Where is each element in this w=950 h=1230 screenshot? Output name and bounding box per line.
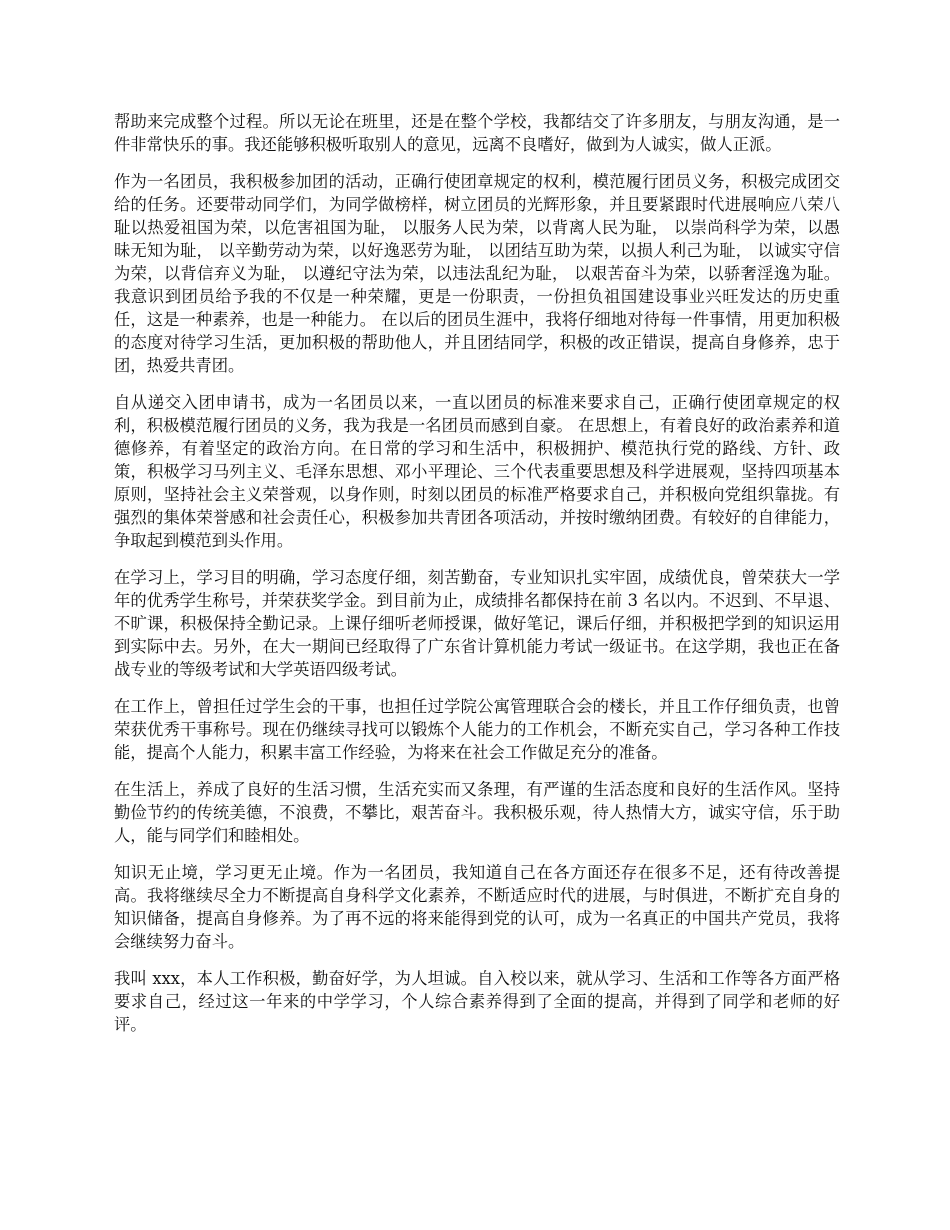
paragraph-8: 我叫 xxx，本人工作积极，勤奋好学，为人坦诚。自入校以来，就从学习、生活和工作等各方面严格要求自己，经过这一年来的中学学习，个人综合素养得到了全面的提高，并得到了同学和老师的好评。 [114,969,840,1034]
paragraph-1: 帮助来完成整个过程。所以无论在班里，还是在整个学校，我都结交了许多朋友，与朋友沟通，是一件非常快乐的事。我还能够积极听取别人的意见，远离不良嗜好，做到为人诚实，做人正派。 [114,112,840,154]
paragraph-4: 在学习上，学习目的明确，学习态度仔细，刻苦勤奋，专业知识扎实牢固，成绩优良，曾荣获大一学年的优秀学生称号，并荣获奖学金。到目前为止，成绩排名都保持在前 3 名以内。不迟到、不早退、不旷课，积极保持全勤记录。上课仔细听老师授课，做好笔记，课后仔细，并积极把学到的知识运用到实际中去。另外，在大一期间已经取得了广东省计算机能力考试一级证书。在这学期，我也正在备战专业的等级考试和大学英语四级考试。 [114,568,840,679]
paragraph-3: 自从递交入团申请书，成为一名团员以来，一直以团员的标准来要求自己，正确行使团章规定的权利，积极模范履行团员的义务，我为我是一名团员而感到自豪。 在思想上，有着良好的政治素养和道德修养，有着坚定的政治方向。在日常的学习和生活中，积极拥护、模范执行党的路线、方针、政策，积极学习马列主义、毛泽东思想、邓小平理论、三个代表重要思想及科学进展观，坚持四项基本原则，坚持社会主义荣誉观，以身作则，时刻以团员的标准严格要求自己，并积极向党组织靠拢。有强烈的集体荣誉感和社会责任心，积极参加共青团各项活动，并按时缴纳团费。有较好的自律能力，争取起到模范到头作用。 [114,393,840,550]
paragraph-7: 知识无止境，学习更无止境。作为一名团员，我知道自己在各方面还存在很多不足，还有待改善提高。我将继续尽全力不断提高自身科学文化素养，不断适应时代的进展，与时俱进，不断扩充自身的知识储备，提高自身修养。为了再不远的将来能得到党的认可，成为一名真正的中国共产党员，我将会继续努力奋斗。 [114,863,840,951]
paragraph-2: 作为一名团员，我积极参加团的活动，正确行使团章规定的权利，模范履行团员义务，积极完成团交给的任务。还要带动同学们，为同学做榜样，树立团员的光辉形象，并且要紧跟时代进展响应八荣八耻以热爱祖国为荣，以危害祖国为耻， 以服务人民为荣，以背离人民为耻， 以崇尚科学为荣，以愚昧无知为耻， 以辛勤劳动为荣，以好逸恶劳为耻， 以团结互助为荣，以损人利己为耻， 以诚实守信为荣，以背信弃义为耻， 以遵纪守法为荣，以违法乱纪为耻， 以艰苦奋斗为荣，以骄奢淫逸为耻。我意识到团员给予我的不仅是一种荣耀，更是一份职责，一份担负祖国建设事业兴旺发达的历史重任，这是一种素养，也是一种能力。 在以后的团员生涯中，我将仔细地对待每一件事情，用更加积极的态度对待学习生活，更加积极的帮助他人，并且团结同学，积极的改正错误，提高自身修养，忠于团，热爱共青团。 [114,172,840,375]
document-body [114,110,840,1050]
paragraph-6: 在生活上，养成了良好的生活习惯，生活充实而又条理，有严谨的生活态度和良好的生活作风。坚持勤俭节约的传统美德，不浪费，不攀比，艰苦奋斗。我积极乐观，待人热情大方，诚实守信，乐于助人，能与同学们和睦相处。 [114,780,840,845]
paragraph-5: 在工作上，曾担任过学生会的干事，也担任过学院公寓管理联合会的楼长，并且工作仔细负责，也曾荣获优秀干事称号。现在仍继续寻找可以锻炼个人能力的工作机会，不断充实自己，学习各种工作技能，提高个人能力，积累丰富工作经验，为将来在社会工作做足充分的准备。 [114,697,840,762]
